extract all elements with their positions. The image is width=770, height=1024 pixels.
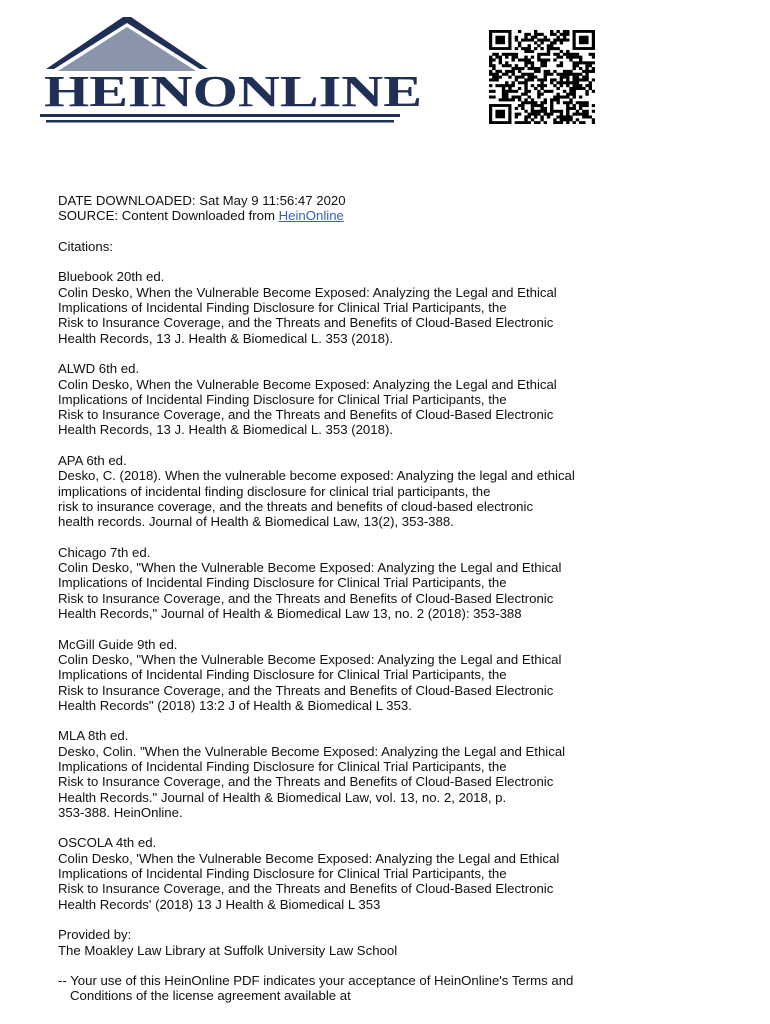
citation-text-line: Risk to Insurance Coverage, and the Threats and Benefits of Cloud-Based Electronic	[58, 682, 554, 698]
citation-text-line: Desko, C. (2018). When the vulnerable become exposed: Analyzing the legal and ethical	[58, 468, 575, 484]
heinonline-link[interactable]: HeinOnline	[278, 208, 344, 224]
citation-text-line: health records. Journal of Health & Biomedical Law, 13(2), 353-388.	[58, 514, 454, 530]
citations-list	[58, 269, 748, 911]
citation-style: ALWD 6th ed.	[58, 361, 140, 377]
citation-text-line: implications of incidental finding disclosure for clinical trial participants, the	[58, 483, 491, 499]
citation-style: Bluebook 20th ed.	[58, 269, 165, 285]
citations-heading: Citations:	[58, 238, 113, 254]
citation-text-line: Health Records" (2018) 13:2 J of Health & Biomedical L 353.	[58, 697, 412, 713]
source-line: SOURCE: Content Downloaded from HeinOnline	[58, 208, 344, 224]
citation-style: McGill Guide 9th ed.	[58, 636, 178, 652]
citation-text-line: Colin Desko, When the Vulnerable Become Exposed: Analyzing the Legal and Ethical	[58, 284, 557, 300]
citation-block	[58, 453, 748, 529]
terms-line-1: -- Your use of this HeinOnline PDF indicates your acceptance of HeinOnline's Terms and	[58, 973, 574, 989]
citation-text-line: Health Records, 13 J. Health & Biomedical L. 353 (2018).	[58, 330, 393, 346]
citation-text-line: Implications of Incidental Finding Disclosure for Clinical Trial Participants, the	[58, 758, 507, 774]
citation-text-line: Health Records, 13 J. Health & Biomedical L. 353 (2018).	[58, 422, 393, 438]
citation-text-line: Health Records," Journal of Health & Biomedical Law 13, no. 2 (2018): 353-388	[58, 606, 522, 622]
citation-text-line: Implications of Incidental Finding Disclosure for Clinical Trial Participants, the	[58, 866, 507, 882]
citation-block	[58, 835, 748, 911]
citation-text-line: Risk to Insurance Coverage, and the Threats and Benefits of Cloud-Based Electronic	[58, 881, 554, 897]
citation-text-line: Risk to Insurance Coverage, and the Threats and Benefits of Cloud-Based Electronic	[58, 315, 554, 331]
citation-text-line: Implications of Incidental Finding Disclosure for Clinical Trial Participants, the	[58, 667, 507, 683]
citation-text-line: Implications of Incidental Finding Disclosure for Clinical Trial Participants, the	[58, 300, 507, 316]
terms-line-2: Conditions of the license agreement available at	[70, 988, 351, 1004]
citation-block	[58, 728, 748, 820]
logo-wordmark: HEINONLINE	[44, 67, 422, 116]
citation-block	[58, 545, 748, 621]
citation-block	[58, 269, 748, 345]
citation-text-line: Health Records." Journal of Health & Biomedical Law, vol. 13, no. 2, 2018, p.	[58, 789, 507, 805]
citation-block	[58, 637, 748, 713]
date-downloaded: DATE DOWNLOADED: Sat May 9 11:56:47 2020	[58, 193, 346, 208]
citation-block	[58, 361, 748, 437]
citation-text-line: Colin Desko, "When the Vulnerable Become Exposed: Analyzing the Legal and Ethical	[58, 651, 562, 667]
citation-text-line: Risk to Insurance Coverage, and the Threats and Benefits of Cloud-Based Electronic	[58, 407, 554, 423]
citation-text-line: Risk to Insurance Coverage, and the Threats and Benefits of Cloud-Based Electronic	[58, 590, 554, 606]
citation-text-line: Colin Desko, 'When the Vulnerable Become Exposed: Analyzing the Legal and Ethical	[58, 850, 560, 866]
citation-style: APA 6th ed.	[58, 453, 127, 469]
citation-text-line: Health Records' (2018) 13 J Health & Biomedical L 353	[58, 896, 381, 912]
citation-text-line: Implications of Incidental Finding Disclosure for Clinical Trial Participants, the	[58, 391, 507, 407]
citation-text-line: risk to insurance coverage, and the threats and benefits of cloud-based electronic	[58, 498, 534, 514]
provided-by-label: Provided by:	[58, 927, 132, 943]
citation-text-line: Colin Desko, When the Vulnerable Become Exposed: Analyzing the Legal and Ethical	[58, 376, 557, 392]
citation-text-line: Implications of Incidental Finding Disclosure for Clinical Trial Participants, the	[58, 575, 507, 591]
qr-code	[489, 30, 595, 124]
citation-text-line: Desko, Colin. "When the Vulnerable Become Exposed: Analyzing the Legal and Ethical	[58, 743, 566, 759]
citation-style: OSCOLA 4th ed.	[58, 835, 157, 851]
citation-text-line: Risk to Insurance Coverage, and the Threats and Benefits of Cloud-Based Electronic	[58, 774, 554, 790]
citation-style: MLA 8th ed.	[58, 728, 129, 744]
citation-style: Chicago 7th ed.	[58, 544, 151, 560]
heinonline-logo	[36, 14, 432, 132]
provided-by-library: The Moakley Law Library at Suffolk University Law School	[58, 942, 398, 958]
citation-text-line: 353-388. HeinOnline.	[58, 804, 183, 820]
document-body	[58, 193, 748, 1004]
citation-text-line: Colin Desko, "When the Vulnerable Become Exposed: Analyzing the Legal and Ethical	[58, 560, 562, 576]
